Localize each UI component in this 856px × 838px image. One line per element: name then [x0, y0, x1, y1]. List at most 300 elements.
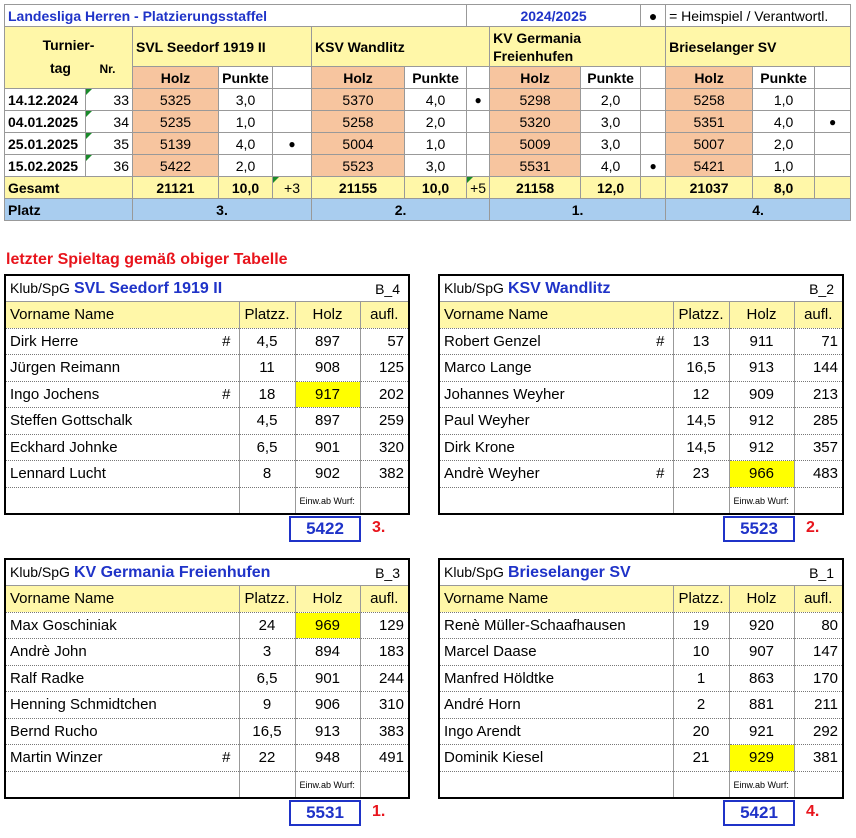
player-row	[439, 718, 843, 745]
holz-header: Holz	[490, 67, 581, 89]
club-name: Brieselanger SV	[507, 563, 631, 581]
player-name-cell	[5, 434, 239, 461]
player-name: Johannes Weyher	[444, 385, 565, 403]
player-name-cell	[439, 692, 673, 719]
club-table	[4, 274, 410, 515]
round-punkte: 1,0	[753, 155, 815, 177]
einw-row	[439, 771, 843, 798]
round-date: 15.02.2025	[5, 155, 86, 177]
klub-label: Klub/SpG	[10, 563, 70, 580]
home-dot-icon	[273, 89, 312, 111]
player-name: Max Goschiniak	[10, 616, 117, 634]
round-punkte: 4,0	[405, 89, 467, 111]
round-holz: 5351	[666, 111, 753, 133]
gesamt-holz: 21155	[312, 177, 405, 199]
home-dot-icon	[273, 155, 312, 177]
round-punkte: 1,0	[753, 89, 815, 111]
home-dot-icon: ●	[815, 111, 851, 133]
player-name-cell	[5, 692, 239, 719]
player-name: Martin Winzer	[10, 749, 103, 767]
platz-label: Platz	[5, 199, 133, 221]
player-aufl: 57	[360, 328, 409, 355]
player-holz: 907	[729, 639, 794, 666]
punkte-header: Punkte	[219, 67, 273, 89]
player-name: Eckhard Johnke	[10, 438, 118, 456]
aufl-header: aufl.	[360, 586, 409, 613]
player-row	[5, 612, 409, 639]
player-row	[439, 408, 843, 435]
player-name-cell	[439, 381, 673, 408]
home-dot-icon	[815, 133, 851, 155]
player-holz: 908	[295, 355, 360, 382]
round-holz: 5422	[133, 155, 219, 177]
hash-mark: #	[222, 749, 231, 767]
home-dot-icon	[273, 111, 312, 133]
home-dot-icon	[641, 111, 666, 133]
round-nr: 33	[86, 89, 133, 111]
player-platz: 14,5	[673, 408, 729, 435]
player-name-cell	[439, 639, 673, 666]
einw-row	[5, 487, 409, 514]
platzz-header: Platzz.	[239, 586, 295, 613]
gesamt-punkte: 12,0	[581, 177, 641, 199]
panel-footer	[438, 799, 842, 827]
player-holz: 897	[295, 408, 360, 435]
panel-footer	[438, 515, 842, 543]
round-holz: 5531	[490, 155, 581, 177]
nr-label: Nr.	[99, 62, 116, 76]
player-platz: 4,5	[239, 328, 295, 355]
home-dot-icon	[467, 111, 490, 133]
team-rank: 3.	[372, 518, 386, 536]
player-name-cell	[5, 328, 239, 355]
team-rank: 1.	[372, 802, 386, 820]
player-name: André Horn	[444, 696, 521, 714]
player-platz: 6,5	[239, 665, 295, 692]
platzz-header: Platzz.	[673, 586, 729, 613]
round-punkte: 1,0	[219, 111, 273, 133]
team-total: 5421	[723, 800, 795, 826]
player-holz: 913	[729, 355, 794, 382]
einw-cell	[295, 771, 360, 798]
gesamt-punkte: 10,0	[219, 177, 273, 199]
round-holz: 5523	[312, 155, 405, 177]
klub-label: Klub/SpG	[444, 279, 504, 296]
round-punkte: 3,0	[581, 133, 641, 155]
player-name: Paul Weyher	[444, 412, 530, 430]
round-holz: 5258	[312, 111, 405, 133]
player-row	[5, 328, 409, 355]
team-total: 5422	[289, 516, 361, 542]
player-platz: 1	[673, 665, 729, 692]
player-platz: 3	[239, 639, 295, 666]
player-holz: 909	[729, 381, 794, 408]
einw-cell	[729, 771, 794, 798]
player-holz: 863	[729, 665, 794, 692]
player-aufl: 483	[794, 461, 843, 488]
player-row	[5, 718, 409, 745]
team-header-row	[5, 27, 851, 67]
platzz-header: Platzz.	[673, 302, 729, 329]
club-table	[438, 274, 844, 515]
player-holz: 912	[729, 408, 794, 435]
player-holz: 917	[295, 381, 360, 408]
player-aufl: 170	[794, 665, 843, 692]
round-punkte: 2,0	[581, 89, 641, 111]
club-panel	[438, 558, 842, 827]
player-aufl: 213	[794, 381, 843, 408]
round-holz: 5370	[312, 89, 405, 111]
gesamt-bonus: +5	[467, 177, 490, 199]
player-platz: 22	[239, 745, 295, 772]
round-punkte: 2,0	[753, 133, 815, 155]
player-holz: 912	[729, 434, 794, 461]
round-nr: 35	[86, 133, 133, 155]
season: 2024/2025	[467, 5, 641, 27]
player-name: Ingo Arendt	[444, 722, 521, 740]
round-nr: 36	[86, 155, 133, 177]
club-name: SVL Seedorf 1919 II	[73, 279, 223, 297]
round-date: 04.01.2025	[5, 111, 86, 133]
holz-header: Holz	[666, 67, 753, 89]
round-punkte: 3,0	[219, 89, 273, 111]
player-holz: 897	[295, 328, 360, 355]
round-holz: 5009	[490, 133, 581, 155]
player-holz: 901	[295, 665, 360, 692]
player-aufl: 285	[794, 408, 843, 435]
player-row	[439, 434, 843, 461]
team-rank: 4.	[806, 802, 820, 820]
club-head-row	[439, 275, 843, 302]
player-name: Andrè Weyher	[444, 465, 540, 483]
holz-header: Holz	[133, 67, 219, 89]
player-row	[439, 639, 843, 666]
player-name-cell	[439, 434, 673, 461]
round-punkte: 3,0	[581, 111, 641, 133]
player-platz: 14,5	[673, 434, 729, 461]
home-dot-icon	[467, 133, 490, 155]
title-row	[5, 5, 851, 27]
aufl-header: aufl.	[360, 302, 409, 329]
player-aufl: 381	[794, 745, 843, 772]
player-holz: 901	[295, 434, 360, 461]
player-aufl: 292	[794, 718, 843, 745]
legend-text: = Heimspiel / Verantwortl.	[666, 5, 851, 27]
player-aufl: 71	[794, 328, 843, 355]
player-name: Ralf Radke	[10, 669, 85, 687]
club-head	[5, 275, 360, 302]
player-row	[5, 355, 409, 382]
tag-label: tag	[49, 60, 71, 76]
player-platz: 24	[239, 612, 295, 639]
player-aufl: 491	[360, 745, 409, 772]
round-punkte: 2,0	[405, 111, 467, 133]
gesamt-holz: 21037	[666, 177, 753, 199]
player-holz: 969	[295, 612, 360, 639]
punkte-header: Punkte	[753, 67, 815, 89]
gesamt-punkte: 10,0	[405, 177, 467, 199]
gesamt-holz: 21121	[133, 177, 219, 199]
player-platz: 21	[673, 745, 729, 772]
punkte-header: Punkte	[581, 67, 641, 89]
table-title: Landesliga Herren - Platzierungsstaffel	[5, 5, 467, 27]
player-name-cell	[439, 718, 673, 745]
gesamt-bonus: +3	[273, 177, 312, 199]
player-aufl: 310	[360, 692, 409, 719]
aufl-header: aufl.	[794, 302, 843, 329]
player-platz: 13	[673, 328, 729, 355]
legend-dot-icon: ●	[641, 5, 666, 27]
round-punkte: 3,0	[405, 155, 467, 177]
team-rank: 2.	[806, 518, 820, 536]
player-holz: 929	[729, 745, 794, 772]
club-table	[438, 558, 844, 799]
vorname-header: Vorname Name	[439, 586, 673, 613]
player-row	[5, 745, 409, 772]
round-punkte: 4,0	[219, 133, 273, 155]
club-name: KV Germania Freienhufen	[73, 563, 271, 581]
player-row	[5, 665, 409, 692]
home-dot-icon: ●	[467, 89, 490, 111]
player-name-cell	[5, 665, 239, 692]
player-name: Jürgen Reimann	[10, 359, 121, 377]
player-name-cell	[439, 355, 673, 382]
player-name: Lennard Lucht	[10, 465, 106, 483]
platz-row	[5, 199, 851, 221]
player-name-cell	[439, 612, 673, 639]
round-row	[5, 133, 851, 155]
player-platz: 16,5	[239, 718, 295, 745]
player-name: Steffen Gottschalk	[10, 412, 133, 430]
player-row	[5, 434, 409, 461]
player-name-cell	[5, 461, 239, 488]
round-punkte: 2,0	[219, 155, 273, 177]
player-platz: 11	[239, 355, 295, 382]
round-punkte: 1,0	[405, 133, 467, 155]
gesamt-label: Gesamt	[5, 177, 133, 199]
club-head	[439, 275, 794, 302]
hash-mark: #	[656, 332, 665, 350]
club-code: B_3	[360, 559, 409, 586]
headline: letzter Spieltag gemäß obiger Tabelle	[6, 251, 288, 268]
player-holz: 948	[295, 745, 360, 772]
klub-label: Klub/SpG	[444, 563, 504, 580]
player-name-cell	[5, 718, 239, 745]
club-table	[4, 558, 410, 799]
platz-value: 4.	[666, 199, 851, 221]
hash-mark: #	[222, 385, 231, 403]
home-dot-icon	[815, 89, 851, 111]
player-aufl: 320	[360, 434, 409, 461]
gesamt-holz: 21158	[490, 177, 581, 199]
turnier-label: Turnier-	[42, 37, 95, 53]
player-row	[5, 461, 409, 488]
round-holz: 5007	[666, 133, 753, 155]
player-name: Dirk Herre	[10, 332, 79, 350]
round-holz: 5004	[312, 133, 405, 155]
player-row	[5, 408, 409, 435]
club-code: B_1	[794, 559, 843, 586]
gesamt-punkte: 8,0	[753, 177, 815, 199]
player-row	[439, 461, 843, 488]
player-aufl: 80	[794, 612, 843, 639]
player-platz: 16,5	[673, 355, 729, 382]
player-name: Dominik Kiesel	[444, 749, 544, 767]
team-total: 5531	[289, 800, 361, 826]
club-head	[439, 559, 794, 586]
club-panel	[438, 274, 842, 543]
team-total: 5523	[723, 516, 795, 542]
player-platz: 20	[673, 718, 729, 745]
player-platz: 18	[239, 381, 295, 408]
club-head	[5, 559, 360, 586]
einw-label: Einw.ab Wurf:	[733, 779, 789, 790]
platz-value: 2.	[312, 199, 490, 221]
panel-footer	[4, 799, 408, 827]
club-head-row	[5, 275, 409, 302]
einw-row	[5, 771, 409, 798]
club-panel	[4, 274, 408, 543]
player-name: Renè Müller-Schaafhausen	[444, 616, 626, 634]
player-holz: 921	[729, 718, 794, 745]
holz-header: Holz	[312, 67, 405, 89]
player-name-cell	[5, 355, 239, 382]
gesamt-row	[5, 177, 851, 199]
home-dot-icon	[641, 133, 666, 155]
player-name: Marcel Daase	[444, 643, 537, 661]
holz-header: Holz	[729, 586, 794, 613]
panel-column-header	[5, 586, 409, 613]
club-head-row	[439, 559, 843, 586]
club-code: B_4	[360, 275, 409, 302]
home-dot-icon	[467, 155, 490, 177]
vorname-header: Vorname Name	[5, 302, 239, 329]
round-holz: 5320	[490, 111, 581, 133]
holz-header: Holz	[295, 586, 360, 613]
platz-value: 1.	[490, 199, 666, 221]
round-punkte: 4,0	[581, 155, 641, 177]
panel-column-header	[5, 302, 409, 329]
round-holz: 5298	[490, 89, 581, 111]
holz-header: Holz	[729, 302, 794, 329]
round-holz: 5421	[666, 155, 753, 177]
standings-table	[4, 4, 851, 221]
einw-cell	[295, 487, 360, 514]
player-aufl: 211	[794, 692, 843, 719]
player-platz: 8	[239, 461, 295, 488]
player-holz: 920	[729, 612, 794, 639]
player-aufl: 202	[360, 381, 409, 408]
player-name-cell	[5, 639, 239, 666]
home-dot-icon: ●	[641, 155, 666, 177]
player-platz: 10	[673, 639, 729, 666]
player-aufl: 129	[360, 612, 409, 639]
player-name: Dirk Krone	[444, 438, 515, 456]
player-platz: 19	[673, 612, 729, 639]
club-panel	[4, 558, 408, 827]
player-name: Andrè John	[10, 643, 87, 661]
club-code: B_2	[794, 275, 843, 302]
player-holz: 902	[295, 461, 360, 488]
player-holz: 894	[295, 639, 360, 666]
player-platz: 6,5	[239, 434, 295, 461]
player-row	[439, 665, 843, 692]
player-aufl: 125	[360, 355, 409, 382]
player-name: Marco Lange	[444, 359, 532, 377]
player-aufl: 244	[360, 665, 409, 692]
player-holz: 913	[295, 718, 360, 745]
player-aufl: 259	[360, 408, 409, 435]
punkte-header: Punkte	[405, 67, 467, 89]
player-aufl: 183	[360, 639, 409, 666]
panel-column-header	[439, 302, 843, 329]
vorname-header: Vorname Name	[5, 586, 239, 613]
panel-footer	[4, 515, 408, 543]
round-date: 14.12.2024	[5, 89, 86, 111]
team-name-4: Brieselanger SV	[666, 27, 851, 67]
player-row	[439, 355, 843, 382]
player-row	[5, 639, 409, 666]
vorname-header: Vorname Name	[439, 302, 673, 329]
round-row	[5, 155, 851, 177]
gesamt-bonus	[815, 177, 851, 199]
player-name-cell	[5, 745, 239, 772]
einw-label: Einw.ab Wurf:	[299, 495, 355, 506]
round-nr: 34	[86, 111, 133, 133]
player-name-cell	[439, 408, 673, 435]
einw-cell	[729, 487, 794, 514]
player-name-cell	[5, 408, 239, 435]
player-aufl: 147	[794, 639, 843, 666]
klub-label: Klub/SpG	[10, 279, 70, 296]
gesamt-bonus	[641, 177, 666, 199]
club-name: KSV Wandlitz	[507, 279, 611, 297]
player-aufl: 382	[360, 461, 409, 488]
einw-label: Einw.ab Wurf:	[299, 779, 355, 790]
player-name: Bernd Rucho	[10, 722, 98, 740]
player-name: Henning Schmidtchen	[10, 696, 157, 714]
player-holz: 966	[729, 461, 794, 488]
player-holz: 911	[729, 328, 794, 355]
player-row	[439, 612, 843, 639]
player-aufl: 383	[360, 718, 409, 745]
player-name-cell	[5, 612, 239, 639]
player-holz: 881	[729, 692, 794, 719]
player-row	[439, 692, 843, 719]
team-name-2: KSV Wandlitz	[312, 27, 490, 67]
player-row	[439, 381, 843, 408]
player-platz: 12	[673, 381, 729, 408]
holz-header: Holz	[295, 302, 360, 329]
player-platz: 2	[673, 692, 729, 719]
player-name-cell	[5, 381, 239, 408]
round-row	[5, 89, 851, 111]
player-name-cell	[439, 665, 673, 692]
hash-mark: #	[656, 465, 665, 483]
einw-row	[439, 487, 843, 514]
round-holz: 5139	[133, 133, 219, 155]
home-dot-icon: ●	[273, 133, 312, 155]
round-holz: 5325	[133, 89, 219, 111]
player-row	[5, 692, 409, 719]
home-dot-icon	[641, 89, 666, 111]
home-dot-icon	[815, 155, 851, 177]
platz-value: 3.	[133, 199, 312, 221]
player-aufl: 357	[794, 434, 843, 461]
player-aufl: 144	[794, 355, 843, 382]
player-row	[439, 745, 843, 772]
player-name-cell	[439, 328, 673, 355]
